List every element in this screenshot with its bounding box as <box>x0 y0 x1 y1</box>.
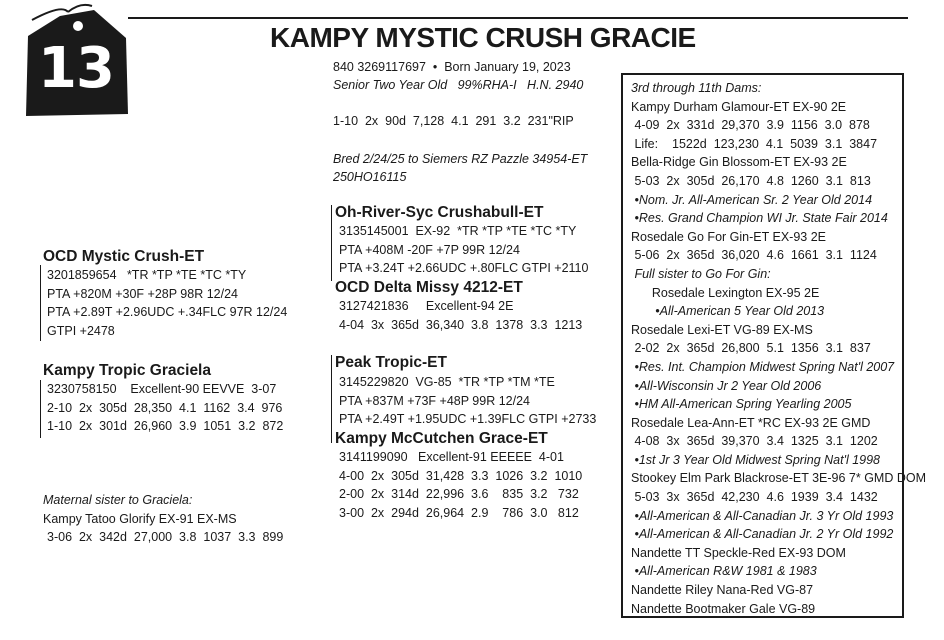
lot-number: 13 <box>38 36 114 101</box>
dams-box-line: Life: 1522d 123,230 4.1 5039 3.1 3847 <box>631 136 878 151</box>
dam-line: 1-10 2x 301d 26,960 3.9 1051 3.2 872 <box>47 419 284 434</box>
registration-line: 840 3269117697 • Born January 19, 2023 <box>333 60 571 74</box>
maternal-sister-record: 3-06 2x 342d 27,000 3.8 1037 3.3 899 <box>47 530 284 544</box>
dams-box-line: Rosedale Lexington EX-95 2E <box>631 285 820 300</box>
dams-box-line: Bella-Ridge Gin Blossom-ET EX-93 2E <box>631 155 847 170</box>
maternal-sister-label: Maternal sister to Graciela: <box>43 493 193 507</box>
sire-line: 3201859654 *TR *TP *TE *TC *TY <box>47 268 247 282</box>
dam-name: Kampy Tropic Graciela <box>43 362 211 379</box>
sires-sire-name: Oh-River-Syc Crushabull-ET <box>335 204 544 221</box>
dams-sire-line: 3145229820 VG-85 *TR *TP *TM *TE <box>339 375 555 389</box>
dam-details <box>47 380 283 436</box>
bred-line: Bred 2/24/25 to Siemers RZ Pazzle 34954-ET <box>333 152 588 166</box>
dams-dam-line: 2-00 2x 314d 22,996 3.6 835 3.2 732 <box>339 487 579 502</box>
sires-dam-name: OCD Delta Missy 4212-ET <box>335 279 523 296</box>
dams-box-line: 4-08 3x 365d 39,370 3.4 1325 3.1 1202 <box>631 434 878 449</box>
dams-box-line: Rosedale Lexi-ET VG-89 EX-MS <box>631 322 813 337</box>
dams-box-line: Stookey Elm Park Blackrose-ET 3E-96 7* GMD DOM <box>631 471 926 486</box>
production-record: 1-10 2x 90d 7,128 4.1 291 3.2 231"RIP <box>333 114 574 128</box>
dams-dam-line: 4-00 2x 305d 31,428 3.3 1026 3.2 1010 <box>339 468 583 483</box>
dams-box-line: •All-Wisconsin Jr 2 Year Old 2006 <box>631 378 822 393</box>
sire-name: OCD Mystic Crush-ET <box>43 248 205 265</box>
dams-box-line: Kampy Durham Glamour-ET EX-90 2E <box>631 99 847 114</box>
dams-box-line: •1st Jr 3 Year Old Midwest Spring Nat'l 1998 <box>631 452 881 467</box>
dams-box-line: Nandette Bootmaker Gale VG-89 <box>631 601 816 616</box>
page-title: KAMPY MYSTIC CRUSH GRACIE <box>270 22 696 53</box>
dams-sire-name: Peak Tropic-ET <box>335 354 447 371</box>
header-rule <box>128 17 908 19</box>
dams-box-line: •Nom. Jr. All-American Sr. 2 Year Old 2014 <box>631 192 873 207</box>
sires-sire-line: PTA +408M -20F +7P 99R 12/24 <box>339 242 520 257</box>
dams-side-bar <box>331 355 332 443</box>
dams-dam-name: Kampy McCutchen Grace-ET <box>335 430 548 447</box>
dams-box-line: 5-06 2x 365d 36,020 4.6 1661 3.1 1124 <box>631 248 877 263</box>
dams-box-line: Rosedale Lea-Ann-ET *RC EX-93 2E GMD <box>631 415 871 430</box>
dams-dam-details <box>339 448 582 522</box>
dams-box-line: 5-03 3x 365d 42,230 4.6 1939 3.4 1432 <box>631 490 878 505</box>
dam-bar <box>40 380 41 438</box>
dams-box-line: 3rd through 11th Dams: <box>631 81 762 95</box>
bred-line-naab: 250HO16115 <box>333 170 407 184</box>
sire-line: PTA +820M +30F +28P 98R 12/24 <box>47 286 238 301</box>
sire-line: PTA +2.89T +2.96UDC +.34FLC 97R 12/24 <box>47 305 288 320</box>
sires-dam-line: 4-04 3x 365d 36,340 3.8 1378 3.3 1213 <box>339 317 583 332</box>
sires-sire-line: PTA +3.24T +2.66UDC +.80FLC GTPI +2110 <box>339 261 589 276</box>
dams-box-line: •Res. Int. Champion Midwest Spring Nat'l 2007 <box>631 359 895 374</box>
dams-box-line: 2-02 2x 365d 26,800 5.1 1356 3.1 837 <box>631 341 871 356</box>
sire-bar <box>40 265 41 341</box>
maternal-sister-name: Kampy Tatoo Glorify EX-91 EX-MS <box>43 512 237 526</box>
class-line: Senior Two Year Old 99%RHA-I H.N. 2940 <box>333 78 584 92</box>
sires-dam-details <box>339 297 582 334</box>
dams-box-line: •All-American & All-Canadian Jr. 2 Yr Old 1992 <box>631 527 894 542</box>
sires-sire-details <box>339 222 588 278</box>
sires-dam-line: 3127421836 Excellent-94 2E <box>339 299 514 313</box>
dams-sire-line: PTA +2.49T +1.95UDC +1.39FLC GTPI +2733 <box>339 412 597 427</box>
dams-box-line: •All-American 5 Year Old 2013 <box>631 304 825 319</box>
dams-sire-line: PTA +837M +73F +48P 99R 12/24 <box>339 393 530 408</box>
dams-box-line: Nandette Riley Nana-Red VG-87 <box>631 583 814 598</box>
lot-tag <box>22 2 132 122</box>
dams-box-line: •All-American R&W 1981 & 1983 <box>631 564 817 579</box>
sires-sire-line: 3135145001 EX-92 *TR *TP *TE *TC *TY <box>339 224 577 238</box>
dams-box-line: Nandette TT Speckle-Red EX-93 DOM <box>631 545 846 560</box>
dam-line: 3230758150 Excellent-90 EEVVE 3-07 <box>47 382 277 396</box>
sire-details <box>47 266 287 340</box>
dams-box-line: •Res. Grand Champion WI Jr. State Fair 2014 <box>631 211 888 226</box>
dams-sire-details <box>339 373 596 429</box>
dams-box-line: •HM All-American Spring Yearling 2005 <box>631 397 852 412</box>
dams-box-line: 4-09 2x 331d 29,370 3.9 1156 3.0 878 <box>631 118 870 133</box>
dams-box-line: •All-American & All-Canadian Jr. 3 Yr Old 1993 <box>631 508 894 523</box>
dams-dam-line: 3-00 2x 294d 26,964 2.9 786 3.0 812 <box>339 505 579 520</box>
dams-dam-line: 3141199090 Excellent-91 EEEEE 4-01 <box>339 450 564 464</box>
dams-list <box>631 79 926 618</box>
dam-line: 2-10 2x 305d 28,350 4.1 1162 3.4 976 <box>47 400 283 415</box>
dams-box-line: Full sister to Go For Gin: <box>631 266 771 281</box>
dams-box-line: 5-03 2x 305d 26,170 4.8 1260 3.1 813 <box>631 173 871 188</box>
sire-line: GTPI +2478 <box>47 323 115 338</box>
sires-side-bar <box>331 205 332 281</box>
dams-box-line: Rosedale Go For Gin-ET EX-93 2E <box>631 229 826 244</box>
